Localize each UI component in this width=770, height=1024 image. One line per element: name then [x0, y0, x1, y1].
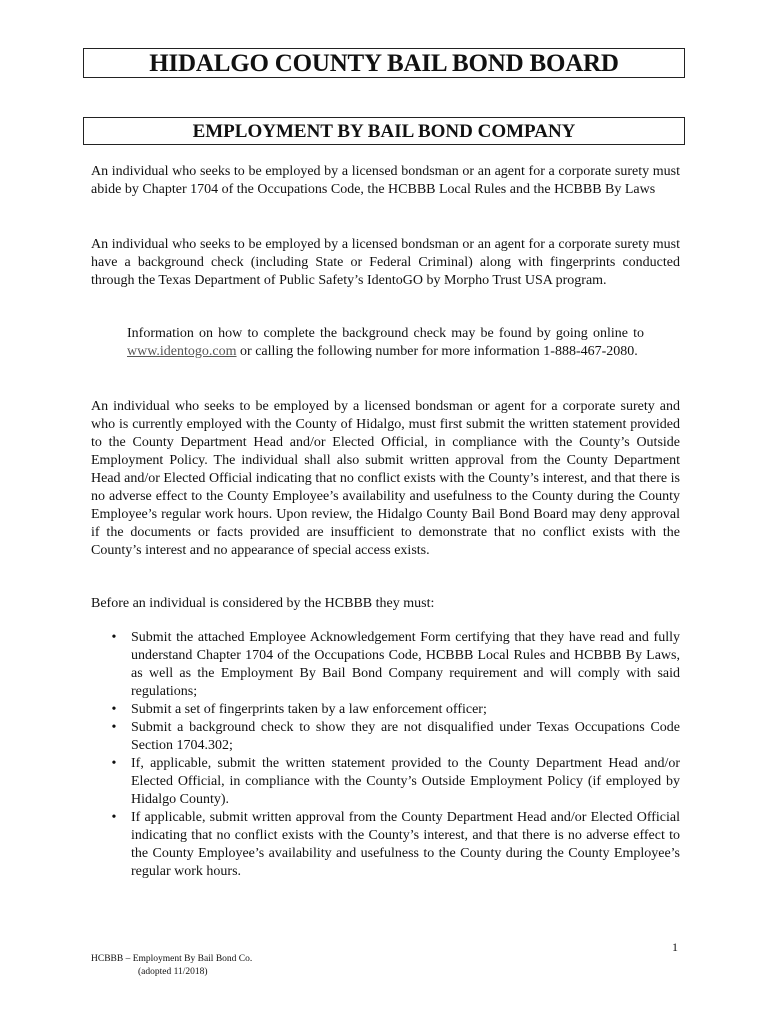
- identogo-link[interactable]: www.identogo.com: [127, 344, 237, 359]
- paragraph-requirements-intro: An individual who seeks to be employed by a licensed bondsman or an agent for a corporate surety must abide by Chapter 1704 of the Occupations Code, the HCBBB Local Rules and the HCBBB By Laws: [91, 164, 680, 197]
- footer-document-name: HCBBB – Employment By Bail Bond Co.: [91, 954, 253, 964]
- bullet-icon: •: [111, 720, 117, 735]
- section-title: EMPLOYMENT BY BAIL BOND COMPANY: [83, 117, 685, 145]
- info-block: [127, 325, 644, 361]
- paragraph-county-employees: An individual who seeks to be employed by a licensed bondsman or agent for a corporate surety and who is currently employed with the County of Hidalgo, must first submit the written statement provided to the County Department Head and/or Elected Official, in compliance with the County’s Outside Employment Policy. The individual shall also submit written approval from the County Department Head and/or Elected Official indicating that no conflict exists with the County’s interest, and that there is no adverse effect to the County Employee’s availability and usefulness to the County during the County Employee’s regular work hours. Upon review, the Hidalgo County Bail Bond Board may deny approval if the documents or facts provided are insufficient to demonstrate that no conflict exists with the County’s interest and no appearance of special access exists.: [91, 399, 680, 558]
- list-item: [91, 809, 680, 881]
- list-item: [91, 755, 680, 809]
- list-item: [91, 701, 680, 719]
- footer: [91, 953, 252, 979]
- info-text-before-link: Information on how to complete the background check may be found by going online to: [127, 326, 644, 341]
- list-intro: Before an individual is considered by the HCBBB they must:: [91, 596, 435, 611]
- list-item-text: Submit a background check to show they are not disqualified under Texas Occupations Code Section 1704.302;: [131, 720, 680, 753]
- bullet-icon: •: [111, 756, 117, 771]
- list-item-text: Submit a set of fingerprints taken by a law enforcement officer;: [131, 702, 487, 717]
- list-item: [91, 719, 680, 755]
- bullet-icon: •: [111, 810, 117, 825]
- requirements-list: [91, 629, 680, 881]
- list-item: [91, 629, 680, 701]
- paragraph-background-check: An individual who seeks to be employed by a licensed bondsman or an agent for a corporate surety must have a background check (including State or Federal Criminal) along with fingerprints conducted through the Texas Department of Public Safety’s IdentoGO by Morpho Trust USA program.: [91, 237, 680, 288]
- list-item-text: If, applicable, submit the written statement provided to the County Department Head and/or Elected Official, in compliance with the County’s Outside Employment Policy (if employed by Hidalgo County).: [131, 756, 680, 807]
- list-item-text: If applicable, submit written approval from the County Department Head and/or Elected Official indicating that no conflict exists with the County’s interest, and that there is no adverse effect to the County Employee’s availability and usefulness to the County during the County Employee’s regular work hours.: [131, 810, 680, 879]
- list-item-text: Submit the attached Employee Acknowledgement Form certifying that they have read and fully understand Chapter 1704 of the Occupations Code, HCBBB Local Rules and HCBBB By Laws, as well as the Employment By Bail Bond Company requirement and will comply with said regulations;: [131, 630, 680, 699]
- bullet-icon: •: [111, 702, 117, 717]
- info-text-after-link: or calling the following number for more information 1-888-467-2080.: [236, 344, 638, 359]
- bullet-icon: •: [111, 630, 117, 645]
- page-number: 1: [672, 940, 678, 954]
- footer-adopted-date: (adopted 11/2018): [138, 967, 208, 977]
- page-title: HIDALGO COUNTY BAIL BOND BOARD: [83, 48, 685, 78]
